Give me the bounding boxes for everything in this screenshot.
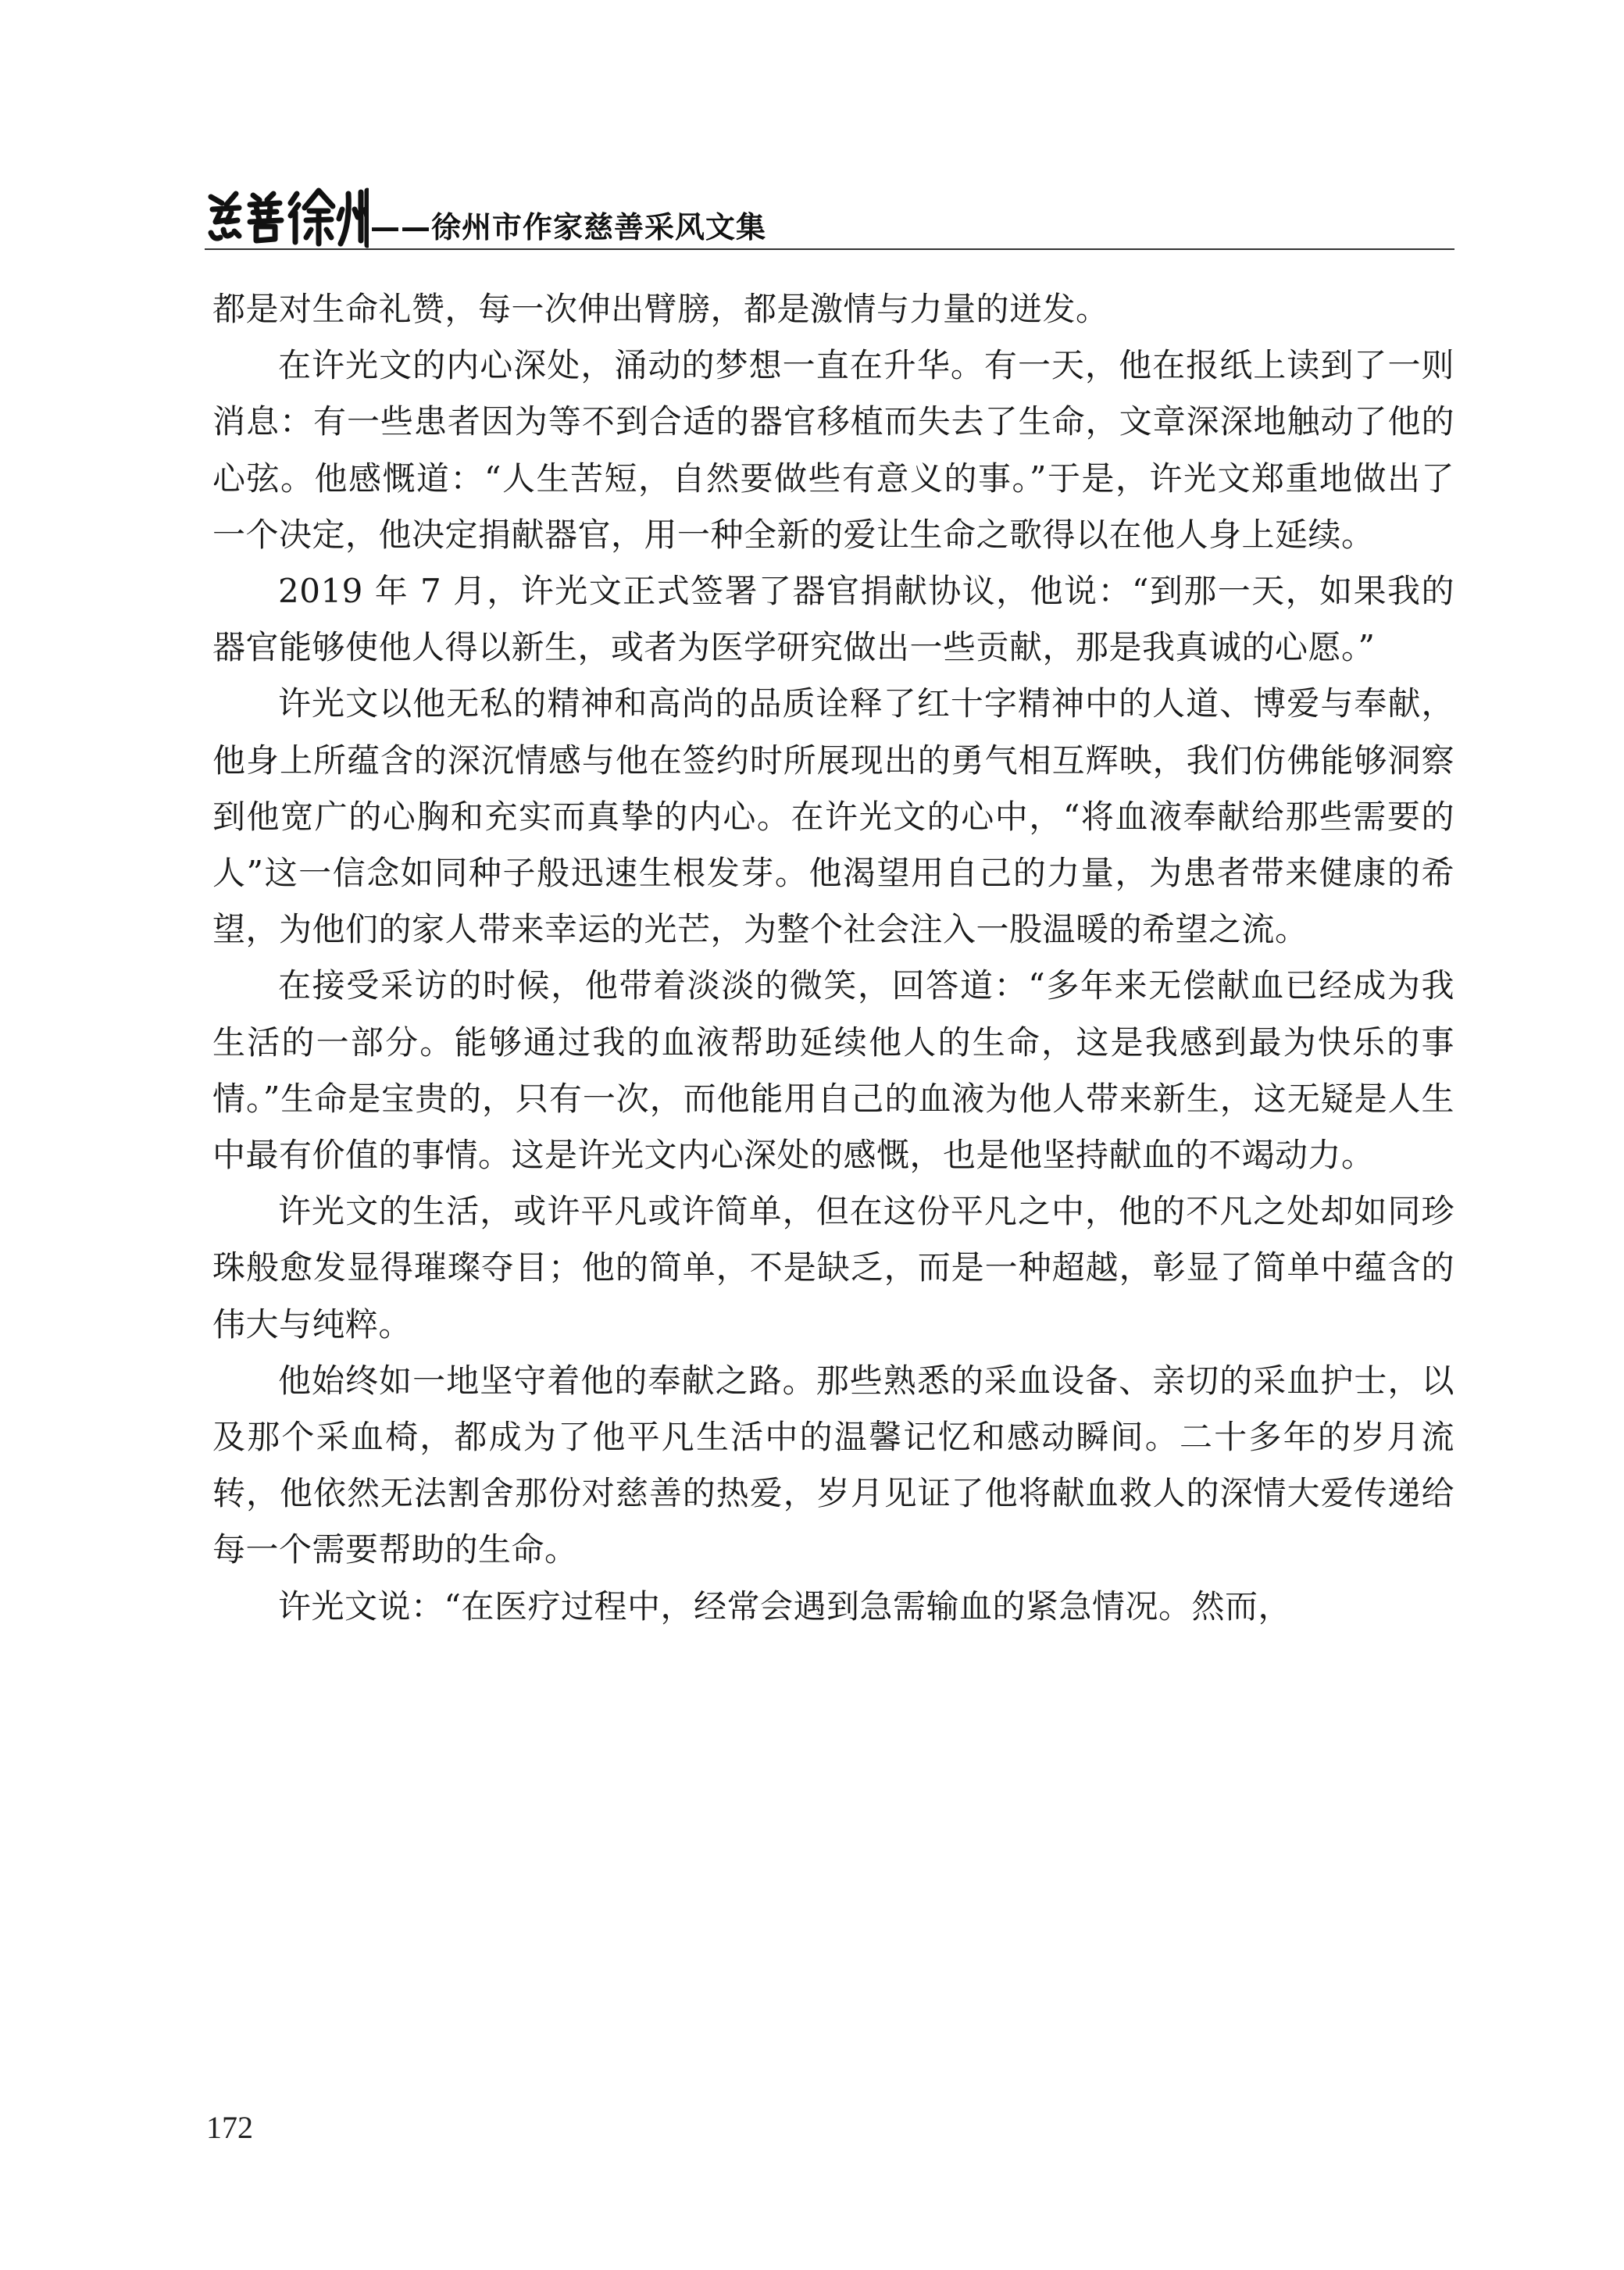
- paragraph: 许光文以他无私的精神和高尚的品质诠释了红十字精神中的人道、博爱与奉献，他身上所蕴含的深沉情感与他在签约时所展现出的勇气相互辉映，我们仿佛能够洞察到他宽广的心胸和充实而真挚的内心。在许光文的心中，“将血液奉献给那些需要的人”这一信念如同种子般迅速生根发芽。他渴望用自己的力量，为患者带来健康的希望，为他们的家人带来幸运的光芒，为整个社会注入一股温暖的希望之流。: [212, 684, 1454, 949]
- page-number: 172: [206, 2110, 253, 2145]
- paragraph: 都是对生命礼赞，每一次伸出臂膀，都是激情与力量的迸发。: [212, 290, 1109, 328]
- header-rule: [205, 248, 1454, 250]
- header-subtitle: ——徐州市作家慈善采风文集: [370, 210, 767, 244]
- paragraph: 他始终如一地坚守着他的奉献之路。那些熟悉的采血设备、亲切的采血护士，以及那个采血椅，都成为了他平凡生活中的温馨记忆和感动瞬间。二十多年的岁月流转，他依然无法割舍那份对慈善的热爱，岁月见证了他将献血救人的深情大爱传递给每一个需要帮助的生命。: [212, 1361, 1454, 1569]
- paragraph: 2019 年 7 月，许光文正式签署了器官捐献协议，他说：“到那一天，如果我的器官能够使他人得以新生，或者为医学研究做出一些贡献，那是我真诚的心愿。”: [212, 572, 1454, 667]
- article-body: [212, 281, 1454, 1635]
- paragraph: 许光文说：“在医疗过程中，经常会遇到急需输血的紧急情况。然而，: [278, 1587, 1291, 1626]
- calligraphy-logo: [205, 186, 369, 248]
- paragraph: 在接受采访的时候，他带着淡淡的微笑，回答道：“多年来无偿献血已经成为我生活的一部分。能够通过我的血液帮助延续他人的生命，这是我感到最为快乐的事情。”生命是宝贵的，只有一次，而他能用自己的血液为他人带来新生，这无疑是人生中最有价值的事情。这是许光文内心深处的感慨，也是他坚持献血的不竭动力。: [212, 966, 1454, 1175]
- paragraph: 在许光文的内心深处，涌动的梦想一直在升华。有一天，他在报纸上读到了一则消息：有一些患者因为等不到合适的器官移植而失去了生命，文章深深地触动了他的心弦。他感慨道：“人生苦短，自然要做些有意义的事。”于是，许光文郑重地做出了一个决定，他决定捐献器官，用一种全新的爱让生命之歌得以在他人身上延续。: [212, 346, 1454, 554]
- running-header: [205, 186, 1423, 248]
- paragraph: 许光文的生活，或许平凡或许简单，但在这份平凡之中，他的不凡之处却如同珍珠般愈发显得璀璨夺目；他的简单，不是缺乏，而是一种超越，彰显了简单中蕴含的伟大与纯粹。: [212, 1192, 1454, 1344]
